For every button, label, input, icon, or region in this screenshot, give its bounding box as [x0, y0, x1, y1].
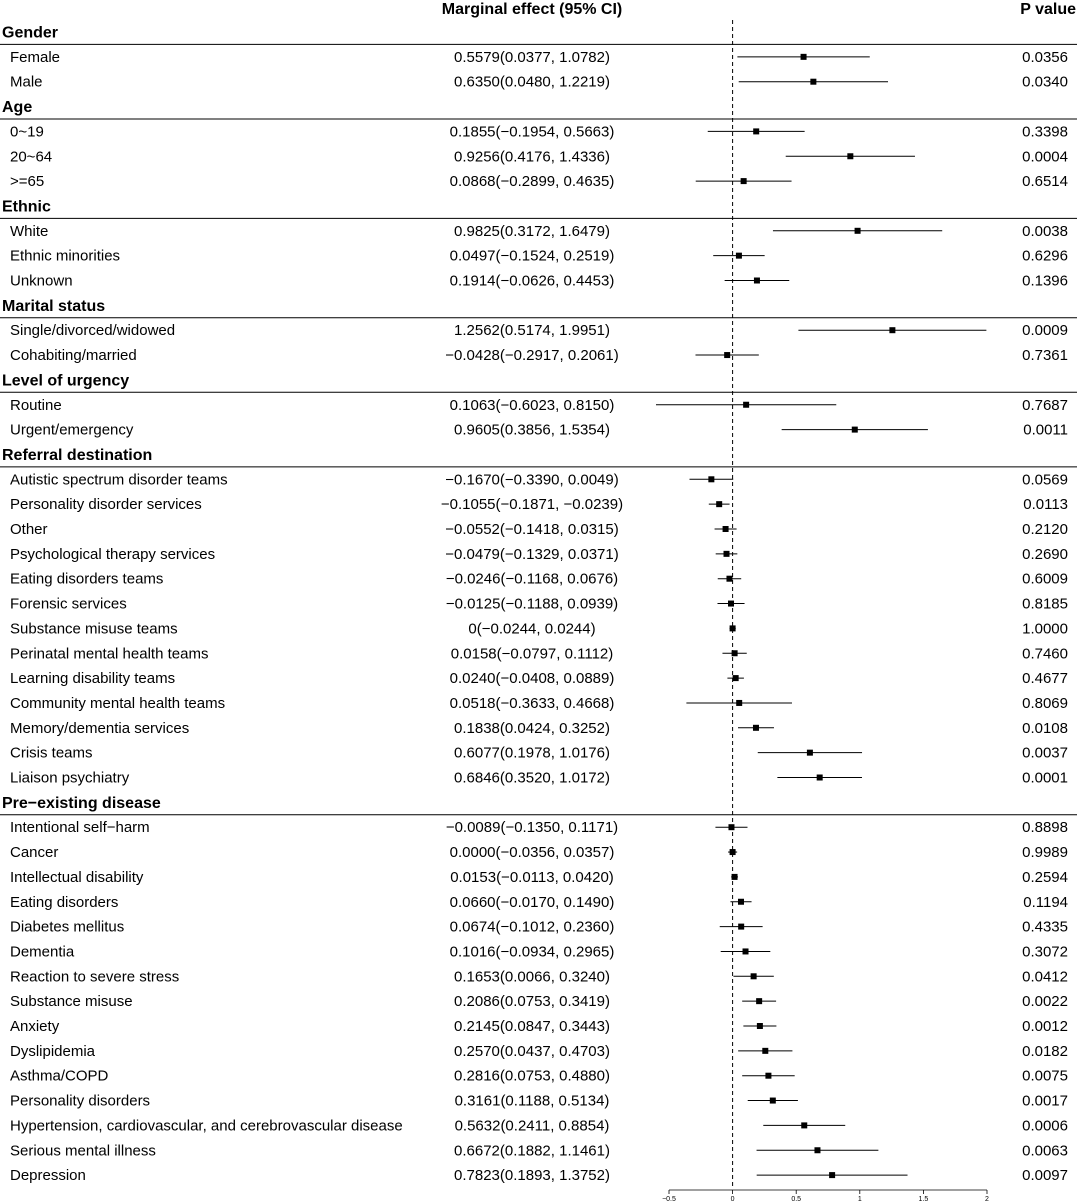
point-estimate — [723, 526, 729, 532]
p-value: 0.0108 — [1022, 719, 1068, 737]
point-estimate — [829, 1172, 835, 1178]
estimate-text: 1.2562(0.5174, 1.9951) — [454, 322, 610, 340]
row-label: 0~19 — [10, 123, 44, 141]
estimate-text: 0.2816(0.0753, 0.4880) — [454, 1067, 610, 1085]
p-value: 0.1396 — [1022, 272, 1068, 290]
row-label: Unknown — [10, 272, 73, 290]
p-value: 0.0037 — [1022, 744, 1068, 762]
p-value: 0.3398 — [1022, 123, 1068, 141]
row-label: Dyslipidemia — [10, 1042, 96, 1060]
estimate-text: −0.0479(−0.1329, 0.0371) — [445, 545, 619, 563]
row-label: >=65 — [10, 173, 45, 191]
row-label: Personality disorder services — [10, 496, 202, 514]
estimate-text: 0.7823(0.1893, 1.3752) — [454, 1167, 610, 1185]
estimate-text: 0.5632(0.2411, 0.8854) — [454, 1117, 610, 1135]
p-value: 0.8185 — [1022, 595, 1068, 613]
p-value: 1.0000 — [1022, 620, 1068, 638]
rows-layer — [0, 20, 1077, 1187]
estimate-text: −0.0552(−0.1418, 0.0315) — [445, 521, 619, 538]
point-estimate — [753, 128, 759, 134]
point-estimate — [765, 1073, 771, 1079]
row-label: Reaction to severe stress — [10, 968, 180, 986]
estimate-text: 0.1016(−0.0934, 0.2965) — [449, 943, 615, 961]
p-value: 0.9989 — [1022, 844, 1068, 862]
point-estimate — [716, 501, 722, 507]
p-value: 0.0011 — [1023, 421, 1068, 439]
p-value: 0.0006 — [1022, 1117, 1068, 1135]
point-estimate — [753, 725, 759, 731]
point-estimate — [743, 948, 749, 954]
point-estimate — [855, 228, 861, 234]
estimate-text: 0.6077(0.1978, 1.0176) — [454, 744, 610, 762]
row-label: Cohabiting/married — [10, 347, 137, 365]
point-estimate — [757, 1023, 763, 1029]
estimate-text: 0.5579(0.0377, 1.0782) — [454, 48, 610, 66]
p-value: 0.0012 — [1022, 1018, 1068, 1035]
x-tick-label: −0.5 — [662, 1196, 676, 1203]
p-value: 0.8069 — [1022, 694, 1068, 712]
x-tick-label: 0 — [730, 1196, 735, 1203]
row-label: Autistic spectrum disorder teams — [10, 471, 228, 489]
row-label: Male — [10, 73, 43, 91]
estimate-text: 0.9605(0.3856, 1.5354) — [454, 421, 610, 439]
point-estimate — [736, 700, 742, 706]
x-axis — [662, 1190, 989, 1203]
row-label: Dementia — [10, 943, 75, 961]
p-value: 0.0097 — [1022, 1167, 1068, 1185]
point-estimate — [751, 973, 757, 979]
row-label: Forensic services — [10, 595, 127, 613]
estimate-text: 0.0158(−0.0797, 0.1112) — [450, 645, 614, 663]
estimate-text: −0.1055(−0.1871, −0.0239) — [440, 496, 624, 514]
estimate-text: 0.0497(−0.1524, 0.2519) — [449, 247, 615, 265]
row-label: Other — [10, 521, 48, 538]
p-value: 0.0412 — [1022, 968, 1068, 986]
group-title: Level of urgency — [2, 372, 130, 390]
point-estimate — [814, 1147, 820, 1153]
row-label: Crisis teams — [10, 744, 93, 762]
p-value: 0.7361 — [1022, 347, 1068, 365]
point-estimate — [801, 54, 807, 60]
estimate-text: 0.2570(0.0437, 0.4703) — [454, 1042, 610, 1060]
point-estimate — [801, 1122, 807, 1128]
row-label: Diabetes mellitus — [10, 918, 125, 936]
row-label: Asthma/COPD — [10, 1067, 109, 1085]
p-value: 0.6296 — [1022, 247, 1068, 265]
p-value: 0.0038 — [1022, 222, 1068, 240]
estimate-text: 0.6846(0.3520, 1.0172) — [454, 769, 610, 787]
point-estimate — [754, 278, 760, 284]
estimate-text: 0.1063(−0.6023, 0.8150) — [449, 396, 615, 414]
estimate-text: 0.0660(−0.0170, 0.1490) — [449, 893, 615, 911]
estimate-text: 0(−0.0244, 0.0244) — [468, 620, 596, 638]
point-estimate — [708, 476, 714, 482]
p-value: 0.2120 — [1022, 521, 1068, 538]
estimate-text: −0.1670(−0.3390, 0.0049) — [445, 471, 619, 489]
point-estimate — [724, 352, 730, 358]
estimate-text: 0.0000(−0.0356, 0.0357) — [449, 844, 615, 862]
p-value: 0.0017 — [1022, 1092, 1068, 1110]
p-value: 0.3072 — [1022, 943, 1068, 961]
estimate-text: 0.9256(0.4176, 1.4336) — [454, 148, 610, 166]
p-value: 0.0340 — [1022, 73, 1068, 91]
row-label: Liaison psychiatry — [10, 769, 130, 787]
point-estimate — [738, 899, 744, 905]
estimate-text: 0.0674(−0.1012, 0.2360) — [449, 918, 615, 936]
row-label: Memory/dementia services — [10, 719, 190, 737]
estimate-text: 0.0518(−0.3633, 0.4668) — [449, 694, 615, 712]
p-value: 0.0569 — [1022, 471, 1068, 489]
row-label: Female — [10, 48, 61, 66]
p-value: 0.7687 — [1022, 396, 1068, 414]
row-label: Eating disorders teams — [10, 570, 164, 588]
x-tick-label: 1 — [857, 1196, 862, 1203]
p-value: 0.0063 — [1022, 1142, 1068, 1160]
point-estimate — [741, 178, 747, 184]
p-value: 0.2594 — [1022, 868, 1068, 886]
pvalue-column-header: P value — [1020, 1, 1076, 18]
estimate-text: 0.1914(−0.0626, 0.4453) — [449, 272, 615, 290]
p-value: 0.8898 — [1022, 819, 1068, 837]
estimate-text: 0.6672(0.1882, 1.1461) — [454, 1142, 610, 1160]
row-label: Ethnic minorities — [10, 247, 121, 265]
p-value: 0.0113 — [1023, 496, 1068, 514]
row-label: Intellectual disability — [10, 868, 144, 886]
point-estimate — [728, 824, 734, 830]
estimate-text: 0.2086(0.0753, 0.3419) — [454, 993, 610, 1011]
estimate-text: 0.0868(−0.2899, 0.4635) — [449, 173, 615, 191]
group-title: Referral destination — [2, 446, 153, 464]
estimate-text: −0.0125(−0.1188, 0.0939) — [445, 595, 619, 613]
estimate-text: 0.9825(0.3172, 1.6479) — [454, 222, 610, 240]
estimate-text: −0.0428(−0.2917, 0.2061) — [445, 347, 619, 365]
p-value: 0.0022 — [1022, 993, 1068, 1011]
row-label: White — [10, 222, 49, 240]
x-tick-label: 1.5 — [918, 1196, 929, 1203]
estimate-text: 0.6350(0.0480, 1.2219) — [454, 73, 610, 91]
row-label: Intentional self−harm — [10, 819, 150, 837]
p-value: 0.1194 — [1023, 893, 1068, 911]
p-value: 0.0009 — [1022, 322, 1068, 340]
row-label: Depression — [10, 1167, 86, 1185]
row-label: Learning disability teams — [10, 670, 176, 688]
estimate-text: 0.0240(−0.0408, 0.0889) — [449, 670, 615, 688]
p-value: 0.4677 — [1022, 670, 1068, 688]
estimate-text: 0.0153(−0.0113, 0.0420) — [450, 868, 614, 886]
point-estimate — [847, 153, 853, 159]
p-value: 0.4335 — [1022, 918, 1068, 936]
p-value: 0.0356 — [1022, 48, 1068, 66]
row-label: Cancer — [10, 844, 59, 862]
point-estimate — [810, 79, 816, 85]
estimate-text: 0.2145(0.0847, 0.3443) — [454, 1018, 610, 1035]
estimate-column-header: Marginal effect (95% CI) — [441, 1, 623, 18]
p-value: 0.0004 — [1022, 148, 1068, 166]
row-label: Urgent/emergency — [10, 421, 134, 439]
group-title: Age — [2, 99, 33, 117]
point-estimate — [738, 924, 744, 930]
row-label: Routine — [10, 396, 62, 414]
group-title: Marital status — [2, 297, 106, 315]
row-label: Serious mental illness — [10, 1142, 156, 1160]
point-estimate — [724, 551, 730, 557]
x-tick-label: 0.5 — [791, 1196, 802, 1203]
estimate-text: 0.1653(0.0066, 0.3240) — [454, 968, 610, 986]
point-estimate — [728, 601, 734, 607]
row-label: Personality disorders — [10, 1092, 151, 1110]
row-label: Single/divorced/widowed — [10, 322, 176, 340]
group-title: Pre−existing disease — [2, 794, 161, 812]
point-estimate — [889, 327, 895, 333]
group-title: Gender — [2, 24, 59, 42]
estimate-text: 0.1855(−0.1954, 0.5663) — [449, 123, 615, 141]
estimate-text: −0.0246(−0.1168, 0.0676) — [445, 570, 619, 588]
group-title: Ethnic — [2, 198, 51, 216]
row-label: Eating disorders — [10, 893, 119, 911]
row-label: Substance misuse teams — [10, 620, 178, 638]
point-estimate — [743, 402, 749, 408]
point-estimate — [762, 1048, 768, 1054]
point-estimate — [736, 253, 742, 259]
p-value: 0.6009 — [1022, 570, 1068, 588]
row-label: Perinatal mental health teams — [10, 645, 209, 663]
p-value: 0.0182 — [1022, 1042, 1068, 1060]
row-label: 20~64 — [10, 148, 53, 166]
p-value: 0.7460 — [1022, 645, 1068, 663]
estimate-text: 0.3161(0.1188, 0.5134) — [454, 1092, 610, 1110]
point-estimate — [756, 998, 762, 1004]
row-label: Community mental health teams — [10, 694, 226, 712]
p-value: 0.6514 — [1022, 173, 1068, 191]
point-estimate — [817, 775, 823, 781]
p-value: 0.0001 — [1022, 769, 1068, 787]
row-label: Psychological therapy services — [10, 545, 216, 563]
point-estimate — [726, 576, 732, 582]
point-estimate — [770, 1098, 776, 1104]
row-label: Hypertension, cardiovascular, and cerebrovascular disease — [10, 1117, 403, 1135]
estimate-text: 0.1838(0.0424, 0.3252) — [454, 719, 610, 737]
point-estimate — [852, 427, 858, 433]
p-value: 0.0075 — [1022, 1067, 1068, 1085]
x-tick-label: 2 — [985, 1196, 989, 1203]
point-estimate — [807, 750, 813, 756]
point-estimate — [733, 675, 739, 681]
row-label: Anxiety — [10, 1018, 60, 1035]
row-label: Substance misuse — [10, 993, 133, 1011]
p-value: 0.2690 — [1022, 545, 1068, 563]
estimate-text: −0.0089(−0.1350, 0.1171) — [445, 819, 619, 837]
